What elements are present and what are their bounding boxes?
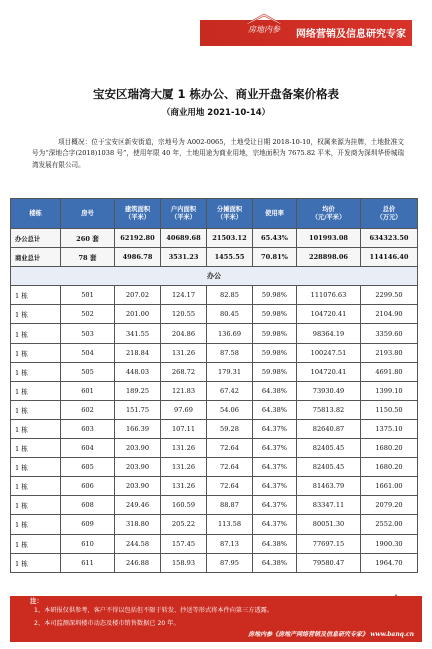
table-cell: 73930.49 xyxy=(297,381,361,400)
table-row xyxy=(11,286,418,305)
table-cell: 157.45 xyxy=(161,534,207,553)
table-cell: 1680.20 xyxy=(361,439,418,458)
table-cell: 79580.47 xyxy=(297,553,361,572)
table-cell: 1 栋 xyxy=(11,400,61,419)
table-cell: 131.26 xyxy=(161,458,207,477)
table-cell: 78 套 xyxy=(61,248,115,267)
header-banner xyxy=(200,20,412,46)
table-cell: 59.28 xyxy=(207,419,253,438)
table-cell: 611 xyxy=(61,553,115,572)
price-table xyxy=(10,198,418,573)
table-cell: 1 栋 xyxy=(11,458,61,477)
table-cell: 98364.19 xyxy=(297,324,361,343)
table-cell: 136.69 xyxy=(207,324,253,343)
table-row xyxy=(11,534,418,553)
table-cell: 100247.51 xyxy=(297,343,361,362)
table-cell: 502 xyxy=(61,305,115,324)
table-cell: 203.90 xyxy=(115,477,161,496)
table-cell: 104720.41 xyxy=(297,305,361,324)
table-cell: 101993.08 xyxy=(297,229,361,248)
table-row xyxy=(11,419,418,438)
table-cell: 204.86 xyxy=(161,324,207,343)
table-cell: 2104.90 xyxy=(361,305,418,324)
table-row xyxy=(11,496,418,515)
table-cell: 1375.10 xyxy=(361,419,418,438)
table-cell: 64.38% xyxy=(253,553,297,572)
table-row xyxy=(11,343,418,362)
document-title: 宝安区瑞湾大厦 1 栋办公、商业开盘备案价格表 xyxy=(92,87,339,101)
document-subtitle: （商业用地 2021-10-14） xyxy=(161,108,271,118)
table-cell: 70.81% xyxy=(253,248,297,267)
table-cell: 505 xyxy=(61,362,115,381)
table-cell: 77697.15 xyxy=(297,534,361,553)
table-cell: 1 栋 xyxy=(11,362,61,381)
table-cell: 179.31 xyxy=(207,362,253,381)
table-cell: 83347.11 xyxy=(297,496,361,515)
table-cell: 64.38% xyxy=(253,534,297,553)
table-cell: 604 xyxy=(61,439,115,458)
table-cell: 1 栋 xyxy=(11,419,61,438)
table-cell: 603 xyxy=(61,419,115,438)
table-cell: 1455.55 xyxy=(207,248,253,267)
table-cell: 1 栋 xyxy=(11,324,61,343)
table-cell: 207.02 xyxy=(115,286,161,305)
section-label: 办公 xyxy=(11,267,418,286)
table-header-row xyxy=(11,199,418,229)
table-cell: 244.58 xyxy=(115,534,161,553)
column-header: 建筑面积 （平米） xyxy=(115,199,161,229)
table-cell: 1 栋 xyxy=(11,496,61,515)
table-cell: 59.98% xyxy=(253,305,297,324)
table-cell: 80051.30 xyxy=(297,515,361,534)
table-row xyxy=(11,324,418,343)
footer-signature: 房地内参《房地产网络营销及信息研究专家》 www.banq.cn xyxy=(248,631,414,638)
table-cell: 59.98% xyxy=(253,324,297,343)
table-cell: 1 栋 xyxy=(11,305,61,324)
column-header: 楼栋 xyxy=(11,199,61,229)
table-cell: 166.39 xyxy=(115,419,161,438)
footer-note-title: 注： xyxy=(30,597,43,605)
table-cell: 504 xyxy=(61,343,115,362)
table-cell: 131.26 xyxy=(161,477,207,496)
table-cell: 605 xyxy=(61,458,115,477)
table-cell: 1 栋 xyxy=(11,515,61,534)
table-row xyxy=(11,439,418,458)
table-row xyxy=(11,515,418,534)
table-row xyxy=(11,362,418,381)
table-cell: 501 xyxy=(61,286,115,305)
table-cell: 268.72 xyxy=(161,362,207,381)
table-cell: 606 xyxy=(61,477,115,496)
table-cell: 1900.30 xyxy=(361,534,418,553)
table-cell: 601 xyxy=(61,381,115,400)
table-cell: 62192.80 xyxy=(115,229,161,248)
table-cell: 82405.45 xyxy=(297,439,361,458)
column-header: 使用率 xyxy=(253,199,297,229)
table-cell: 87.95 xyxy=(207,553,253,572)
table-cell: 341.55 xyxy=(115,324,161,343)
table-cell: 260 套 xyxy=(61,229,115,248)
table-row xyxy=(11,477,418,496)
table-cell: 107.11 xyxy=(161,419,207,438)
table-cell: 634323.50 xyxy=(361,229,418,248)
table-cell: 104720.41 xyxy=(297,362,361,381)
table-cell: 87.13 xyxy=(207,534,253,553)
table-cell: 2299.50 xyxy=(361,286,418,305)
table-cell: 64.37% xyxy=(253,419,297,438)
summary-label: 办公总计 xyxy=(11,229,61,248)
table-cell: 201.00 xyxy=(115,305,161,324)
table-cell: 1661.00 xyxy=(361,477,418,496)
table-cell: 131.26 xyxy=(161,439,207,458)
footer-note-1: 1、本研报仅供参考，客户不得以包括但不限于转发、抄送等形式将本件向第三方透露。 xyxy=(34,607,274,614)
table-cell: 1 栋 xyxy=(11,534,61,553)
table-cell: 80.45 xyxy=(207,305,253,324)
table-cell: 65.43% xyxy=(253,229,297,248)
table-cell: 602 xyxy=(61,400,115,419)
table-row xyxy=(11,458,418,477)
table-cell: 131.26 xyxy=(161,343,207,362)
table-cell: 87.58 xyxy=(207,343,253,362)
table-cell: 124.17 xyxy=(161,286,207,305)
logo-url-text: www.BANQ.cn xyxy=(246,39,282,45)
header-tagline: 网络营销及信息研究专家 xyxy=(296,29,406,40)
table-cell: 1 栋 xyxy=(11,381,61,400)
summary-label: 商业总计 xyxy=(11,248,61,267)
table-cell: 160.59 xyxy=(161,496,207,515)
column-header: 分摊面积 （平米） xyxy=(207,199,253,229)
table-cell: 72.64 xyxy=(207,458,253,477)
table-cell: 609 xyxy=(61,515,115,534)
table-cell: 81463.79 xyxy=(297,477,361,496)
table-cell: 82.85 xyxy=(207,286,253,305)
table-cell: 64.38% xyxy=(253,400,297,419)
table-cell: 203.90 xyxy=(115,439,161,458)
footer-notes xyxy=(10,596,422,642)
table-cell: 1 栋 xyxy=(11,343,61,362)
table-cell: 120.55 xyxy=(161,305,207,324)
table-cell: 1 栋 xyxy=(11,553,61,572)
table-row xyxy=(11,381,418,400)
table-cell: 2193.80 xyxy=(361,343,418,362)
table-cell: 88.87 xyxy=(207,496,253,515)
column-header: 总价 （万元） xyxy=(361,199,418,229)
column-header: 均价 （元/平米） xyxy=(297,199,361,229)
table-cell: 4986.78 xyxy=(115,248,161,267)
summary-row xyxy=(11,229,418,248)
table-cell: 503 xyxy=(61,324,115,343)
table-cell: 610 xyxy=(61,534,115,553)
table-cell: 4691.80 xyxy=(361,362,418,381)
table-cell: 67.42 xyxy=(207,381,253,400)
brand-logo xyxy=(236,12,302,48)
table-cell: 249.46 xyxy=(115,496,161,515)
report-header xyxy=(0,12,432,50)
table-cell: 54.06 xyxy=(207,400,253,419)
table-cell: 64.37% xyxy=(253,477,297,496)
table-row xyxy=(11,553,418,572)
column-header: 房号 xyxy=(61,199,115,229)
table-cell: 246.88 xyxy=(115,553,161,572)
table-cell: 111076.63 xyxy=(297,286,361,305)
section-row xyxy=(11,267,418,286)
table-cell: 2079.20 xyxy=(361,496,418,515)
table-cell: 64.37% xyxy=(253,439,297,458)
table-cell: 158.93 xyxy=(161,553,207,572)
table-cell: 121.83 xyxy=(161,381,207,400)
table-cell: 64.38% xyxy=(253,381,297,400)
table-cell: 1150.50 xyxy=(361,400,418,419)
table-cell: 1680.20 xyxy=(361,458,418,477)
project-overview: 项目概况：位于宝安区新安街道，宗地号为 A002-0065，土地受让日期 2018-10-10，权属来源为挂牌，土地批准文号为“深地合字(2018)1038 号”，使用年限 40 年，土地用途为商业用地，宗地面积为 7675.82 平米，开发商为深圳华侨城瑞湾发展有限公司。 xyxy=(32,138,404,169)
table-cell: 59.98% xyxy=(253,362,297,381)
table-cell: 82405.45 xyxy=(297,458,361,477)
table-cell: 113.58 xyxy=(207,515,253,534)
table-cell: 75813.82 xyxy=(297,400,361,419)
table-cell: 3531.23 xyxy=(161,248,207,267)
table-cell: 608 xyxy=(61,496,115,515)
table-cell: 40689.68 xyxy=(161,229,207,248)
table-cell: 318.80 xyxy=(115,515,161,534)
table-cell: 189.25 xyxy=(115,381,161,400)
table-cell: 203.90 xyxy=(115,458,161,477)
table-cell: 82640.87 xyxy=(297,419,361,438)
logo-brand-text: 房地内参 xyxy=(248,25,280,34)
column-header: 户内面积 （平米） xyxy=(161,199,207,229)
table-row xyxy=(11,305,418,324)
summary-row xyxy=(11,248,418,267)
table-cell: 114146.40 xyxy=(361,248,418,267)
table-cell: 97.69 xyxy=(161,400,207,419)
table-cell: 64.37% xyxy=(253,496,297,515)
table-cell: 59.98% xyxy=(253,286,297,305)
table-cell: 151.75 xyxy=(115,400,161,419)
table-cell: 1 栋 xyxy=(11,439,61,458)
table-cell: 1964.70 xyxy=(361,553,418,572)
table-cell: 64.37% xyxy=(253,458,297,477)
table-cell: 21503.12 xyxy=(207,229,253,248)
table-cell: 64.37% xyxy=(253,515,297,534)
table-cell: 72.64 xyxy=(207,477,253,496)
table-cell: 3359.60 xyxy=(361,324,418,343)
table-cell: 2552.00 xyxy=(361,515,418,534)
table-cell: 72.64 xyxy=(207,439,253,458)
table-cell: 228898.06 xyxy=(297,248,361,267)
footer-note-2: 2、本司监测深圳楼市动态及楼市销售数据已 20 年。 xyxy=(34,620,180,627)
table-cell: 218.84 xyxy=(115,343,161,362)
table-cell: 448.03 xyxy=(115,362,161,381)
table-cell: 59.98% xyxy=(253,343,297,362)
table-cell: 1 栋 xyxy=(11,477,61,496)
table-cell: 1 栋 xyxy=(11,286,61,305)
table-cell: 205.22 xyxy=(161,515,207,534)
table-cell: 1399.10 xyxy=(361,381,418,400)
table-row xyxy=(11,400,418,419)
